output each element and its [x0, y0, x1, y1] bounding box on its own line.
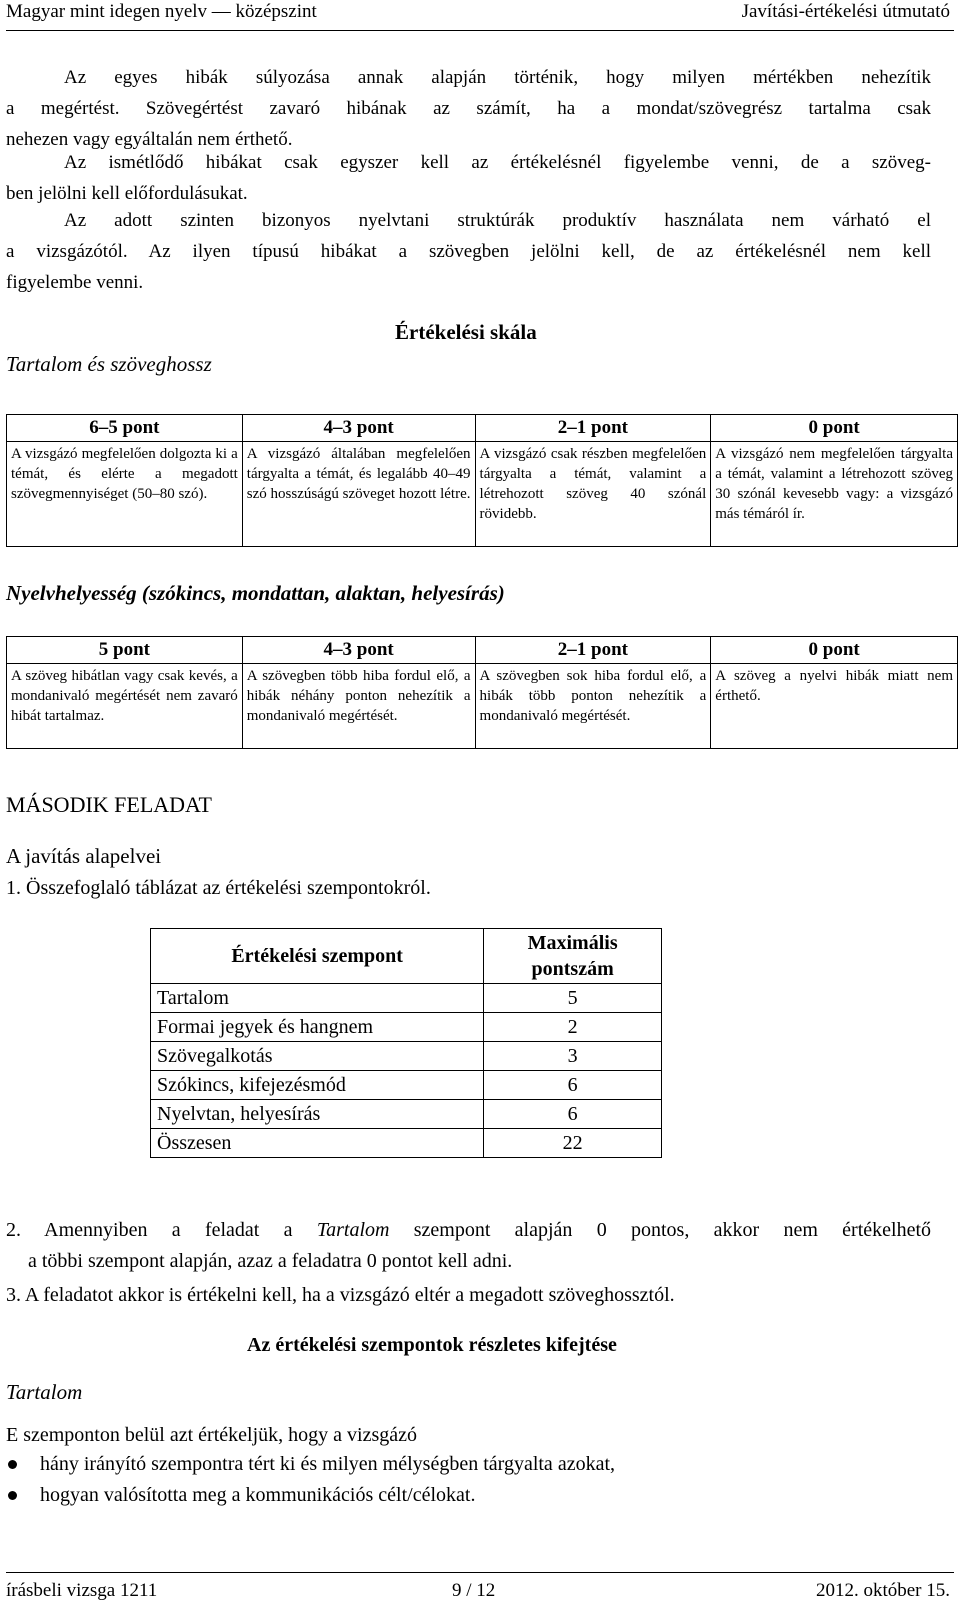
language-cell-4-3: A szövegben több hiba fordul elő, a hibák néhány ponton nehezítik a mondanivaló megértését. [242, 664, 475, 749]
bullet-text: hogyan valósította meg a kommunikációs célt/célokat. [40, 1484, 476, 1506]
tartalom-bullet-list [6, 1449, 615, 1511]
bullet-icon [8, 1491, 17, 1500]
intro-paragraph-1 [6, 62, 931, 155]
summary-header-criterion: Értékelési szempont [151, 929, 484, 984]
content-section-title: Tartalom és szöveghossz [6, 352, 212, 376]
summary-row-value: 5 [484, 984, 662, 1013]
task2-item-2-line-1 [6, 1215, 931, 1246]
summary-row-value: 6 [484, 1100, 662, 1129]
content-rubric-table [6, 414, 958, 547]
summary-row-label: Szókincs, kifejezésmód [151, 1071, 484, 1100]
footer-rule [6, 1572, 954, 1573]
task2-item-2 [6, 1215, 931, 1277]
intro-p3-line-2: a vizsgázótól. Az ilyen típusú hibákat a szövegben jelölni kell, de az értékelésnél nem kell [6, 241, 931, 262]
bullet-icon [8, 1460, 17, 1469]
summary-row [151, 1013, 662, 1042]
detail-title: Az értékelési szempontok részletes kifejtése [247, 1334, 617, 1356]
summary-row [151, 1071, 662, 1100]
intro-p1-line-1: Az egyes hibák súlyozása annak alapján történik, hogy milyen mértékben nehezítik [64, 67, 931, 88]
summary-row-label: Formai jegyek és hangnem [151, 1013, 484, 1042]
content-cell-4-3: A vizsgázó általában megfelelően tárgyalta a témát, és legalább 40–49 szó hosszúságú szöveget hozott létre. [242, 442, 475, 547]
summary-row-value: 22 [484, 1129, 662, 1158]
task2-item-2-em: Tartalom [316, 1219, 390, 1241]
language-rubric-header-row [7, 637, 958, 664]
scale-title: Értékelési skála [395, 320, 537, 344]
language-header-2-1: 2–1 pont [475, 637, 711, 664]
list-item [6, 1449, 615, 1480]
language-cell-0: A szöveg a nyelvi hibák miatt nem érthető. [711, 664, 958, 749]
content-header-6-5: 6–5 pont [7, 415, 243, 442]
language-header-4-3: 4–3 pont [242, 637, 475, 664]
content-header-0: 0 pont [711, 415, 958, 442]
footer-page-number: 9 / 12 [452, 1580, 496, 1601]
intro-paragraph-3 [6, 205, 931, 298]
summary-row-label: Nyelvtan, helyesírás [151, 1100, 484, 1129]
task2-item-2-a: 2. Amennyiben a feladat a [6, 1219, 317, 1241]
content-rubric-header-row [7, 415, 958, 442]
intro-paragraph-2 [6, 147, 931, 209]
footer-date: 2012. október 15. [815, 1580, 950, 1601]
summary-table [150, 928, 662, 1158]
header-rule [6, 30, 954, 31]
content-header-2-1: 2–1 pont [475, 415, 711, 442]
language-rubric-table [6, 636, 958, 749]
summary-row-value: 2 [484, 1013, 662, 1042]
page-header [0, 0, 960, 34]
content-cell-6-5: A vizsgázó megfelelően dolgozta ki a témát, és elérte a megadott szövegmennyiséget (50–80 szó). [7, 442, 243, 547]
summary-row-label: Tartalom [151, 984, 484, 1013]
footer-left: írásbeli vizsga 1211 [6, 1580, 158, 1601]
task2-item-2-b: szempont alapján 0 pontos, akkor nem értékelhető [389, 1219, 932, 1241]
language-cell-2-1: A szövegben sok hiba fordul elő, a hibák több ponton nehezítik a mondanivaló megértését. [475, 664, 711, 749]
bullet-text: hány irányító szempontra tért ki és milyen mélységben tárgyalta azokat, [40, 1453, 615, 1475]
summary-row-label: Szövegalkotás [151, 1042, 484, 1071]
intro-p3-line-1: Az adott szinten bizonyos nyelvtani struktúrák produktív használata nem várható el [64, 210, 931, 231]
summary-row-value: 6 [484, 1071, 662, 1100]
intro-p2-line-1: Az ismétlődő hibákat csak egyszer kell az értékelésnél figyelembe venni, de a szöveg- [64, 152, 931, 173]
summary-row-label: Összesen [151, 1129, 484, 1158]
header-right: Javítási-értékelési útmutató [741, 1, 950, 22]
task2-item-2-line-2: a többi szempont alapján, azaz a feladatra 0 pontot kell adni. [28, 1250, 513, 1272]
summary-row [151, 984, 662, 1013]
language-header-5: 5 pont [7, 637, 243, 664]
tartalom-intro: E szemponton belül azt értékeljük, hogy a vizsgázó [6, 1424, 417, 1446]
intro-p3-line-3: figyelembe venni. [6, 272, 144, 293]
list-item [6, 1480, 615, 1511]
language-header-0: 0 pont [711, 637, 958, 664]
content-header-4-3: 4–3 pont [242, 415, 475, 442]
summary-row [151, 1100, 662, 1129]
tartalom-heading: Tartalom [6, 1380, 83, 1404]
language-section-title: Nyelvhelyesség (szókincs, mondattan, alaktan, helyesírás) [6, 581, 505, 605]
summary-header-row [151, 929, 662, 984]
header-left: Magyar mint idegen nyelv — középszint [6, 1, 317, 22]
summary-header-max-points: Maximális pontszám [484, 929, 662, 984]
language-rubric-row [7, 664, 958, 749]
content-cell-2-1: A vizsgázó csak részben megfelelően tárgyalta a témát, valamint a létrehozott szöveg 40 szónál rövidebb. [475, 442, 711, 547]
task2-item-1: 1. Összefoglaló táblázat az értékelési szempontokról. [6, 877, 431, 899]
content-cell-0: A vizsgázó nem megfelelően tárgyalta a témát, valamint a létrehozott szöveg 30 szónál kevesebb vagy: a vizsgázó más témáról ír. [711, 442, 958, 547]
page-footer [0, 1572, 960, 1609]
task2-item-3: 3. A feladatot akkor is értékelni kell, ha a vizsgázó eltér a megadott szöveghossztól. [6, 1284, 675, 1306]
intro-p1-line-2: a megértést. Szövegértést zavaró hibának az számít, ha a mondat/szövegrész tartalma csak [6, 98, 931, 119]
content-rubric-row [7, 442, 958, 547]
task2-title: MÁSODIK FELADAT [6, 792, 212, 817]
summary-row-value: 3 [484, 1042, 662, 1071]
summary-row [151, 1042, 662, 1071]
intro-p2-line-2: ben jelölni kell előfordulásukat. [6, 183, 248, 204]
summary-row-total [151, 1129, 662, 1158]
language-cell-5: A szöveg hibátlan vagy csak kevés, a mondanivaló megértését nem zavaró hibát tartalmaz. [7, 664, 243, 749]
intro-p1-line-3: nehezen vagy egyáltalán nem érthető. [6, 129, 293, 150]
task2-subtitle: A javítás alapelvei [6, 844, 162, 868]
